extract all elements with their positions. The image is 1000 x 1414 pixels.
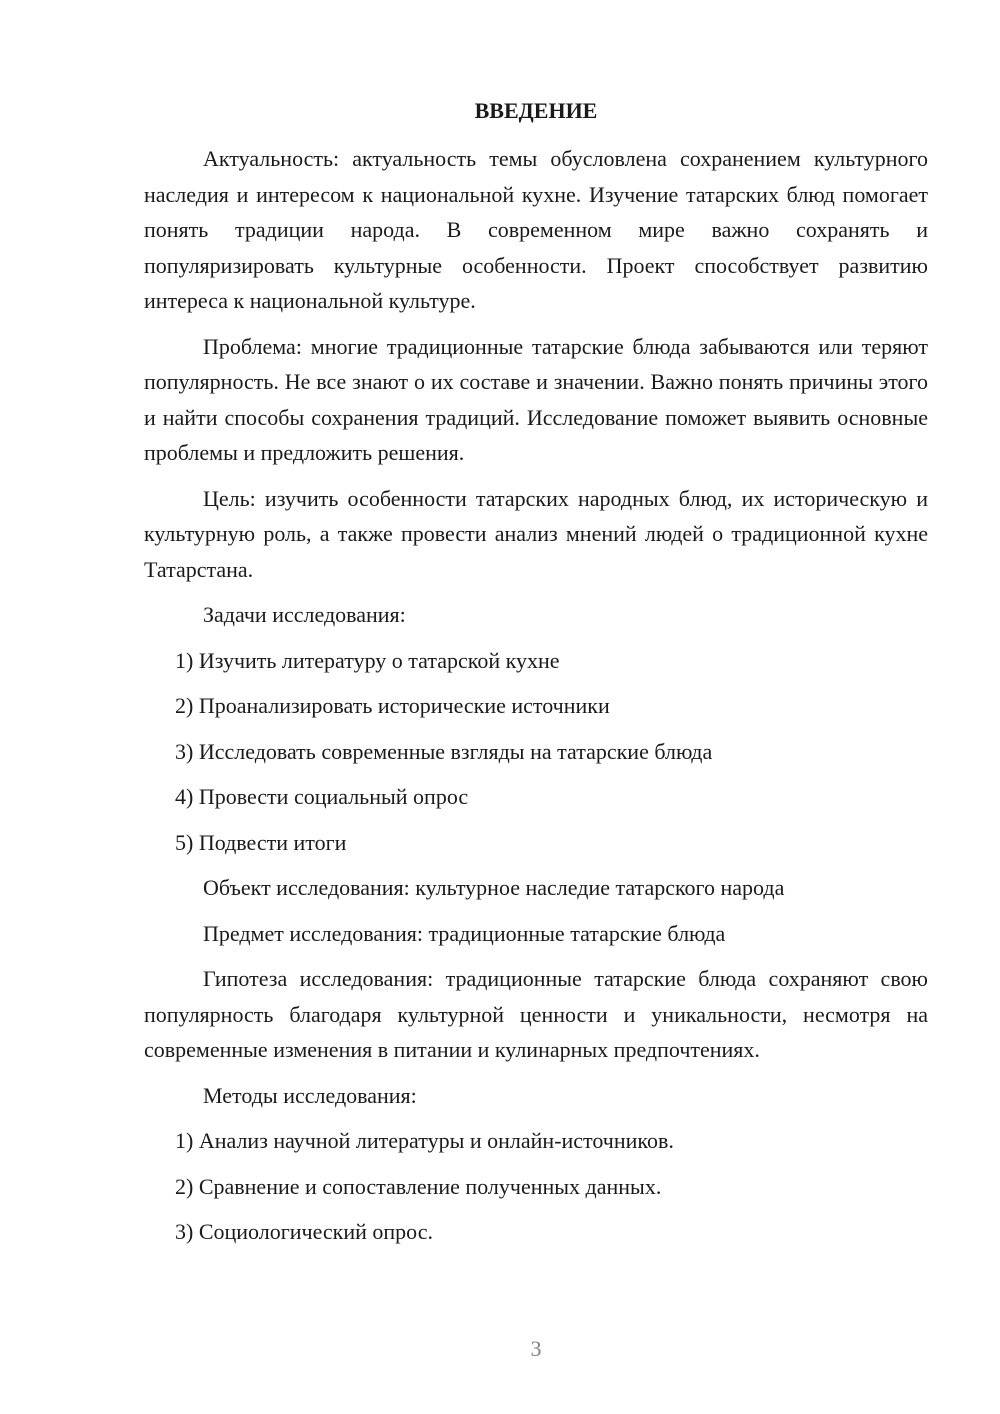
research-object: Объект исследования: культурное наследие татарского народа bbox=[203, 875, 785, 900]
page-title: ВВЕДЕНИЕ bbox=[474, 98, 598, 123]
method-item: 2) Сравнение и сопоставление полученных данных. bbox=[175, 1173, 662, 1199]
problem-paragraph: Проблема: многие традиционные татарские блюда забываются или теряют популярность. Не все знают о их составе и значении. Важно понять причины этого и найти способы сохранения традиций. Исследование поможет выявить основные проблемы и предложить решения. bbox=[144, 333, 928, 465]
hypothesis-paragraph: Гипотеза исследования: традиционные татарские блюда сохраняют свою популярность благодаря культурной ценности и уникальности, несмотря на современные изменения в питании и кулинарных предпочтениях. bbox=[144, 966, 928, 1062]
task-item: 3) Исследовать современные взгляды на татарские блюда bbox=[175, 738, 713, 764]
research-subject: Предмет исследования: традиционные татарские блюда bbox=[203, 920, 726, 946]
task-item: 1) Изучить литературу о татарской кухне bbox=[175, 647, 560, 673]
task-item: 2) Проанализировать исторические источники bbox=[175, 693, 610, 718]
relevance-paragraph: Актуальность: актуальность темы обусловлена сохранением культурного наследия и интересом к национальной кухне. Изучение татарских блюд помогает понять традиции народа. В современном мире важно сохранять и популяризировать культурные особенности. Проект способствует развитию интереса к национальной культуре. bbox=[144, 146, 928, 313]
method-item: 3) Социологический опрос. bbox=[175, 1219, 433, 1244]
page-number: 3 bbox=[530, 1336, 542, 1361]
document-page bbox=[144, 0, 928, 1414]
page-content bbox=[144, 141, 928, 1260]
task-item: 5) Подвести итоги bbox=[175, 829, 347, 855]
method-item: 1) Анализ научной литературы и онлайн-источников. bbox=[175, 1128, 674, 1153]
tasks-heading: Задачи исследования: bbox=[203, 602, 406, 627]
methods-heading: Методы исследования: bbox=[203, 1082, 417, 1108]
goal-paragraph: Цель: изучить особенности татарских народных блюд, их историческую и культурную роль, а также провести анализ мнений людей о традиционной кухне Татарстана. bbox=[144, 485, 928, 582]
task-item: 4) Провести социальный опрос bbox=[175, 784, 469, 809]
